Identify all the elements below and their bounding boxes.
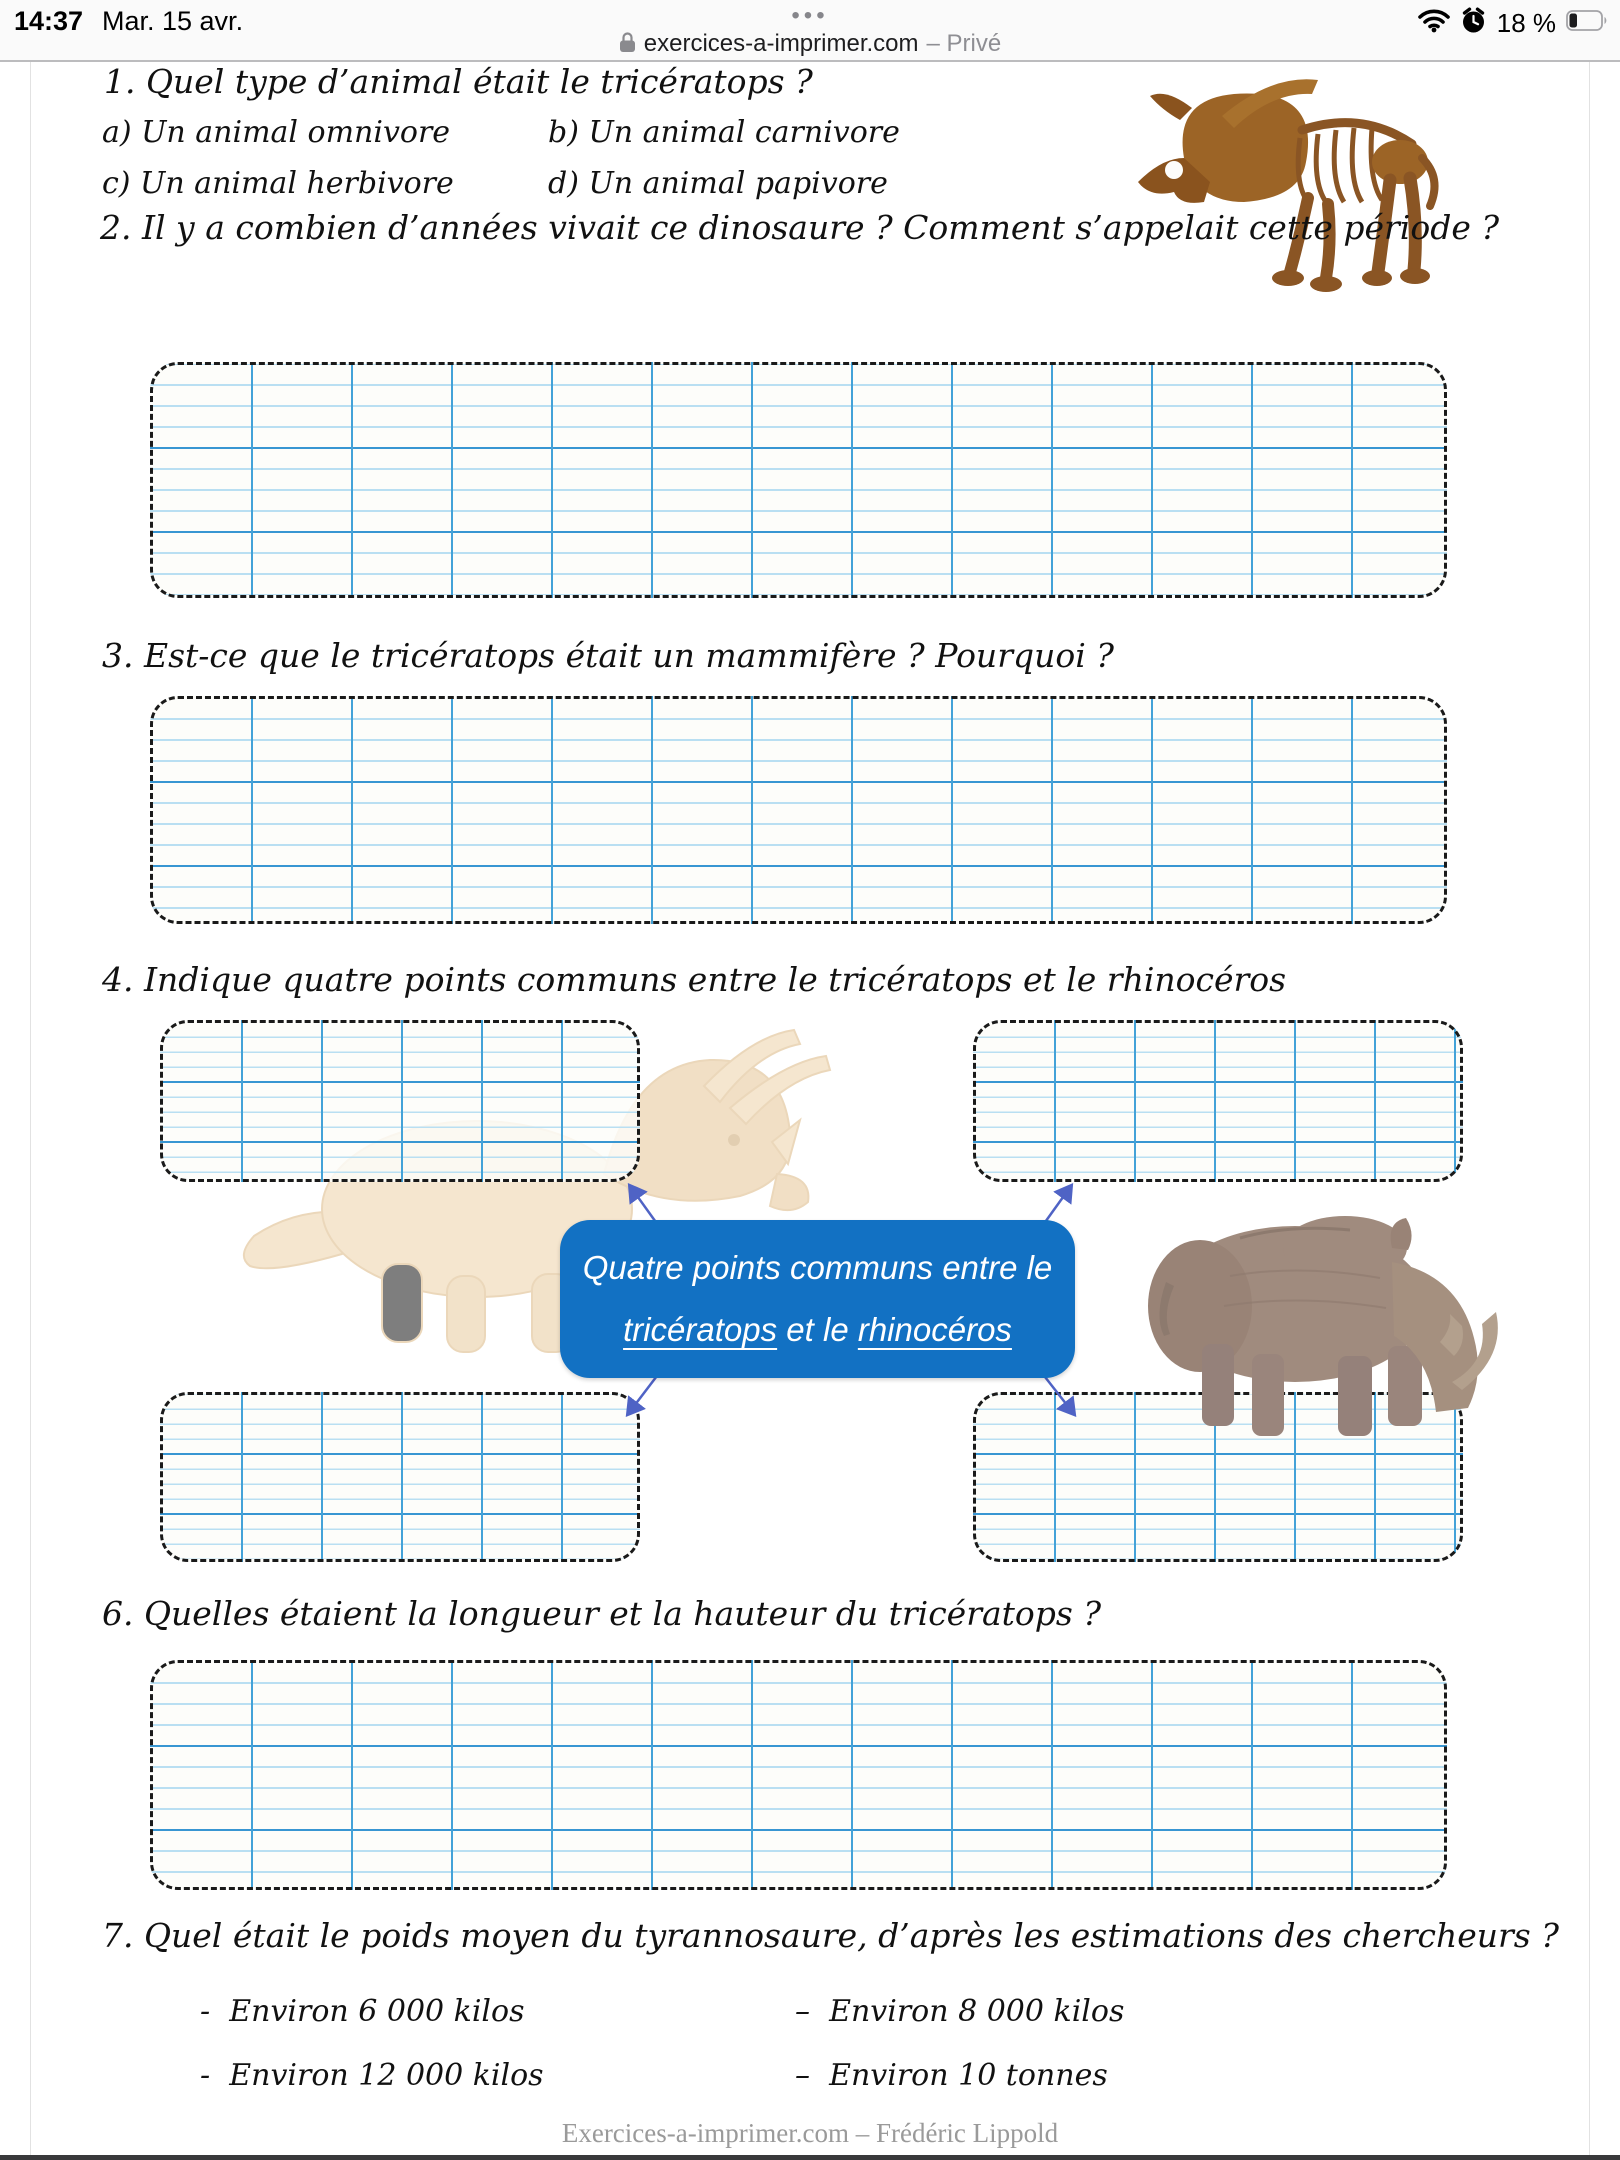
bubble-word-rhinoceros: rhinocéros bbox=[857, 1311, 1012, 1348]
worksheet-footer: Exercices-a-imprimer.com – Frédéric Lippold bbox=[561, 2118, 1059, 2148]
question-1-title: 1. Quel type d’animal était le tricératops ? bbox=[104, 62, 813, 101]
q7-option-3: - Environ 12 000 kilos bbox=[200, 2058, 544, 2093]
question-6-title: 6. Quelles étaient la longueur et la hauteur du tricératops ? bbox=[102, 1594, 1102, 1633]
triceratops-skeleton-image bbox=[1122, 66, 1448, 298]
q1-option-c: c) Un animal herbivore bbox=[102, 166, 454, 201]
q1-option-d: d) Un animal papivore bbox=[548, 166, 888, 201]
lock-icon bbox=[619, 31, 636, 58]
ellipsis-menu-icon[interactable]: ••• bbox=[791, 2, 829, 29]
clock-text: 14:37 bbox=[14, 6, 84, 36]
q1-option-a: a) Un animal omnivore bbox=[102, 115, 451, 150]
bubble-word-triceratops: tricératops bbox=[623, 1311, 778, 1348]
question-3-title: 3. Est-ce que le tricératops était un mammifère ? Pourquoi ? bbox=[102, 636, 1114, 675]
address-bar[interactable] bbox=[0, 29, 1620, 59]
date-text: Mar. 15 avr. bbox=[102, 6, 244, 36]
q7-option-2: – Environ 8 000 kilos bbox=[795, 1994, 1125, 2029]
bubble-line2 bbox=[623, 1299, 1012, 1361]
bubble-mid-text: et le bbox=[777, 1311, 858, 1348]
bubble-line1: Quatre points communs entre le bbox=[582, 1249, 1053, 1286]
q4-center-bubble bbox=[560, 1220, 1075, 1378]
browser-chrome bbox=[0, 0, 1620, 62]
question-4-title: 4. Indique quatre points communs entre le tricératops et le rhinocéros bbox=[102, 960, 1287, 999]
private-mode-label: – Privé bbox=[926, 30, 1002, 57]
question-2-title: 2. Il y a combien d’années vivait ce dinosaure ? Comment s’appelait cette période ? bbox=[100, 208, 1500, 247]
screen-bottom-edge bbox=[0, 2155, 1620, 2160]
url-domain-text: exercices-a-imprimer.com bbox=[643, 30, 919, 57]
question-7-title: 7. Quel était le poids moyen du tyrannosaure, d’après les estimations des chercheurs ? bbox=[102, 1916, 1559, 1955]
q1-option-b: b) Un animal carnivore bbox=[548, 115, 900, 150]
q7-option-1: - Environ 6 000 kilos bbox=[200, 1994, 525, 2029]
battery-percent-text: 18 % bbox=[1496, 7, 1556, 38]
q7-option-4: – Environ 10 tonnes bbox=[795, 2058, 1108, 2093]
